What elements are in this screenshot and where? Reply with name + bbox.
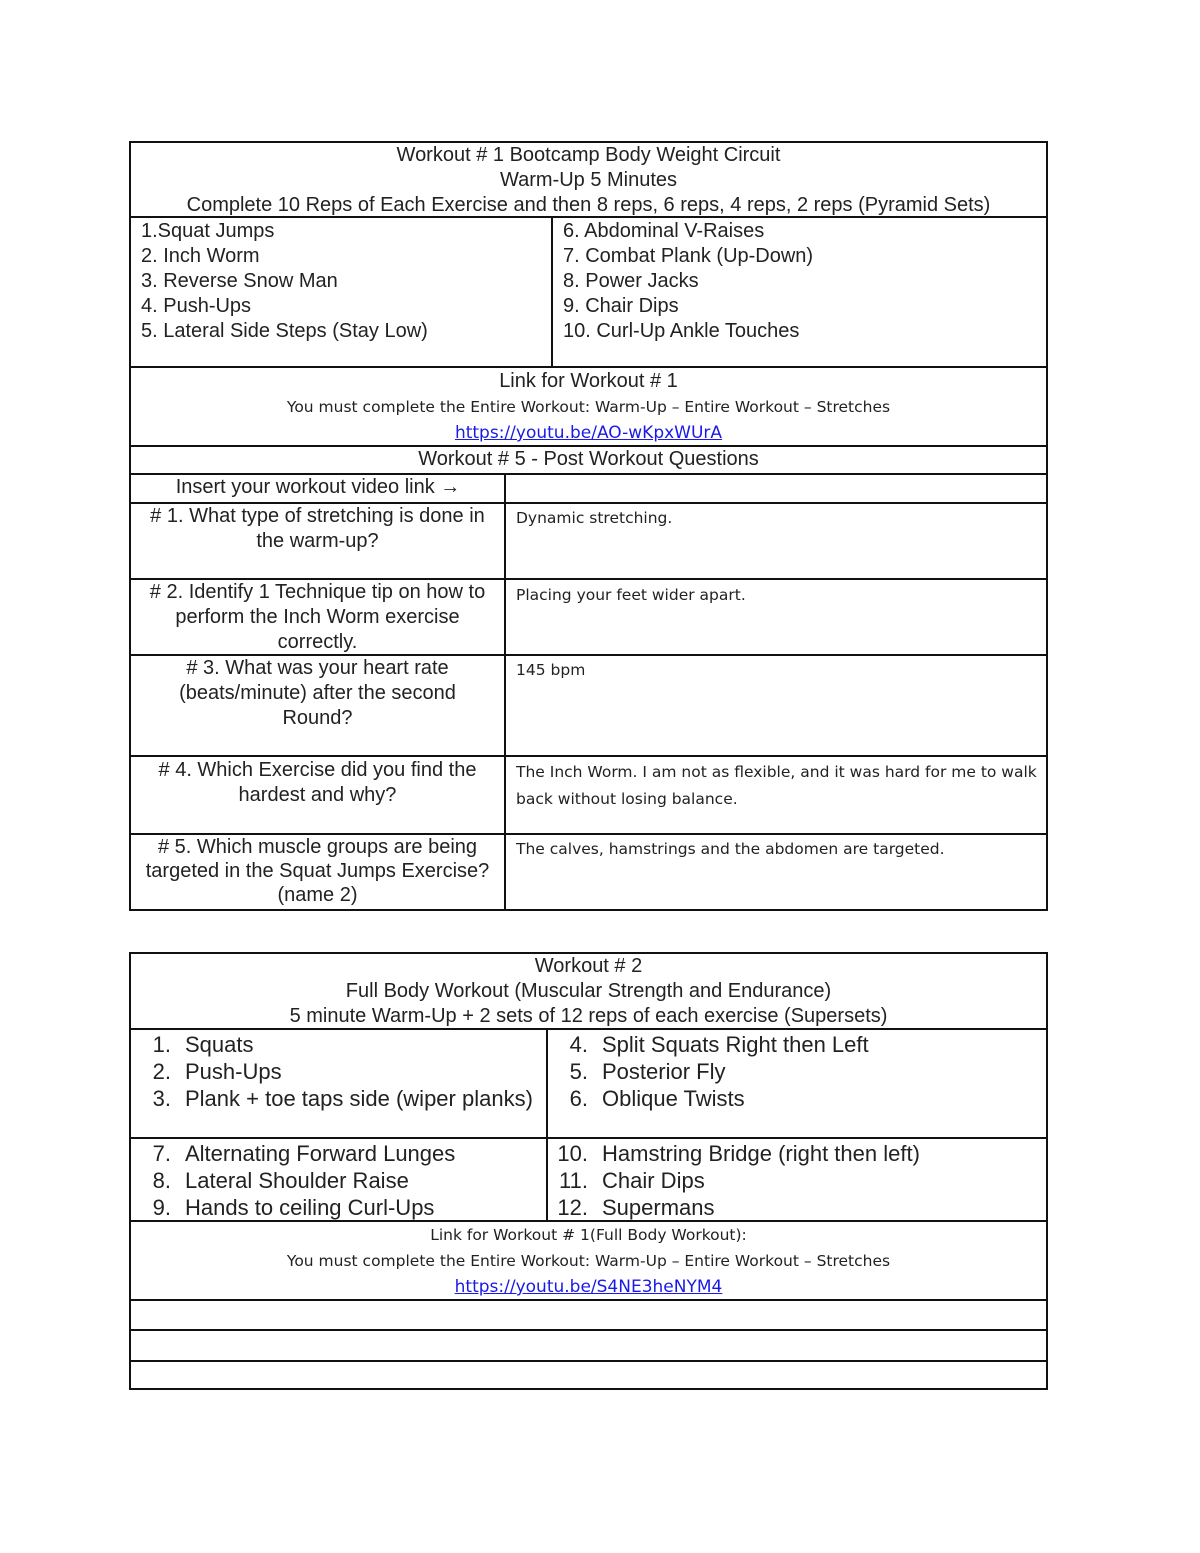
exercise-item: 4. Push-Ups <box>141 295 252 317</box>
exercise-item <box>552 1140 1042 1167</box>
workout-1-title: Workout # 1 Bootcamp Body Weight Circuit <box>396 144 781 166</box>
workout-1-exercises-right <box>553 217 1046 367</box>
exercise-name: Alternating Forward Lunges <box>185 1141 456 1166</box>
workout-1-link-block <box>131 368 1046 445</box>
exercise-name: Oblique Twists <box>602 1086 745 1111</box>
workout-2-header <box>131 954 1046 1028</box>
exercise-number: 6. <box>569 1086 588 1111</box>
workout-2-video-link[interactable]: https://youtu.be/S4NE3heNYM4 <box>454 1277 723 1297</box>
answer-2: Placing your feet wider apart. <box>516 586 746 604</box>
workout-2-group-b-right <box>552 1140 1042 1220</box>
workout-1-video-link[interactable]: https://youtu.be/AO-wKpxWUrA <box>454 423 723 443</box>
exercise-item: 5. Lateral Side Steps (Stay Low) <box>141 320 428 342</box>
exercise-item <box>135 1194 540 1221</box>
exercise-item <box>552 1085 1042 1112</box>
exercise-item <box>552 1194 1042 1221</box>
exercise-name: Push-Ups <box>185 1059 282 1084</box>
workout-1-exercises-left <box>131 217 551 367</box>
workout-2-link-note: You must complete the Entire Workout: Warm-Up – Entire Workout – Stretches <box>286 1252 891 1270</box>
question-2: # 2. Identify 1 Technique tip on how to perform the Inch Worm exercise correctly. <box>149 581 486 653</box>
workout-2-link-title: Link for Workout # 1(Full Body Workout): <box>430 1226 747 1244</box>
workout-1-warmup: Warm-Up 5 Minutes <box>499 169 678 191</box>
questions-header: Workout # 5 - Post Workout Questions <box>418 448 759 470</box>
question-4: # 4. Which Exercise did you find the hardest and why? <box>158 759 477 806</box>
exercise-number: 4. <box>569 1032 588 1057</box>
empty-row <box>131 1301 1046 1329</box>
exercise-name: Supermans <box>602 1195 715 1220</box>
exercise-number: 12. <box>557 1195 588 1220</box>
workout-1-header <box>131 143 1046 217</box>
exercise-item: 8. Power Jacks <box>563 270 699 292</box>
question-5: # 5. Which muscle groups are being targeted in the Squat Jumps Exercise? (name 2) <box>145 836 490 906</box>
exercise-name: Plank + toe taps side (wiper planks) <box>185 1086 533 1111</box>
workout-2-group-a-right <box>552 1031 1042 1138</box>
exercise-item <box>135 1085 540 1112</box>
exercise-number: 10. <box>557 1141 588 1166</box>
empty-row <box>131 1362 1046 1388</box>
workout-2-title: Workout # 2 <box>534 955 643 977</box>
question-3: # 3. What was your heart rate (beats/minute) after the second Round? <box>179 657 456 729</box>
exercise-item <box>135 1140 540 1167</box>
exercise-number: 3. <box>152 1086 171 1111</box>
empty-row <box>131 1331 1046 1359</box>
exercise-item: 6. Abdominal V-Raises <box>563 220 765 242</box>
exercise-item: 3. Reverse Snow Man <box>141 270 338 292</box>
exercise-number: 9. <box>152 1195 171 1220</box>
exercise-number: 1. <box>152 1032 171 1057</box>
workout-2-group-a-left <box>135 1031 540 1138</box>
answer-3: 145 bpm <box>516 661 586 679</box>
exercise-item <box>135 1031 540 1058</box>
workout-2-subtitle: Full Body Workout (Muscular Strength and Endurance) <box>345 980 832 1002</box>
exercise-item <box>135 1167 540 1194</box>
insert-link-input[interactable] <box>507 475 1046 502</box>
exercise-name: Lateral Shoulder Raise <box>185 1168 409 1193</box>
exercise-name: Squats <box>185 1032 254 1057</box>
question-1: # 1. What type of stretching is done in the warm-up? <box>150 505 485 552</box>
exercise-item <box>552 1058 1042 1085</box>
exercise-item: 10. Curl-Up Ankle Touches <box>563 320 800 342</box>
exercise-number: 7. <box>152 1141 171 1166</box>
exercise-number: 2. <box>152 1059 171 1084</box>
exercise-item: 7. Combat Plank (Up-Down) <box>563 245 814 267</box>
exercise-item: 9. Chair Dips <box>563 295 679 317</box>
workout-2-instructions: 5 minute Warm-Up + 2 sets of 12 reps of each exercise (Supersets) <box>289 1005 888 1027</box>
exercise-name: Posterior Fly <box>602 1059 726 1084</box>
exercise-name: Hands to ceiling Curl-Ups <box>185 1195 435 1220</box>
exercise-item: 1.Squat Jumps <box>141 220 275 242</box>
exercise-number: 11. <box>559 1168 588 1193</box>
exercise-name: Chair Dips <box>602 1168 705 1193</box>
workout-1-link-title: Link for Workout # 1 <box>499 370 678 392</box>
exercise-item <box>552 1031 1042 1058</box>
exercise-number: 5. <box>569 1059 588 1084</box>
workout-2-group-b-left <box>135 1140 540 1220</box>
workout-1-instructions: Complete 10 Reps of Each Exercise and then 8 reps, 6 reps, 4 reps, 2 reps (Pyramid Sets) <box>186 194 991 216</box>
answer-5: The calves, hamstrings and the abdomen are targeted. <box>516 840 945 858</box>
workout-1-link-note: You must complete the Entire Workout: Warm-Up – Entire Workout – Stretches <box>286 398 891 416</box>
insert-link-label: Insert your workout video link → <box>175 476 461 498</box>
workout-2-link-block <box>131 1222 1046 1300</box>
exercise-number: 8. <box>152 1168 171 1193</box>
exercise-item <box>552 1167 1042 1194</box>
exercise-item: 2. Inch Worm <box>141 245 260 267</box>
exercise-name: Hamstring Bridge (right then left) <box>602 1141 920 1166</box>
exercise-item <box>135 1058 540 1085</box>
answer-1: Dynamic stretching. <box>516 509 673 527</box>
answer-4: The Inch Worm. I am not as flexible, and it was hard for me to walk back without losing balance. <box>516 763 1037 808</box>
exercise-name: Split Squats Right then Left <box>602 1032 869 1057</box>
